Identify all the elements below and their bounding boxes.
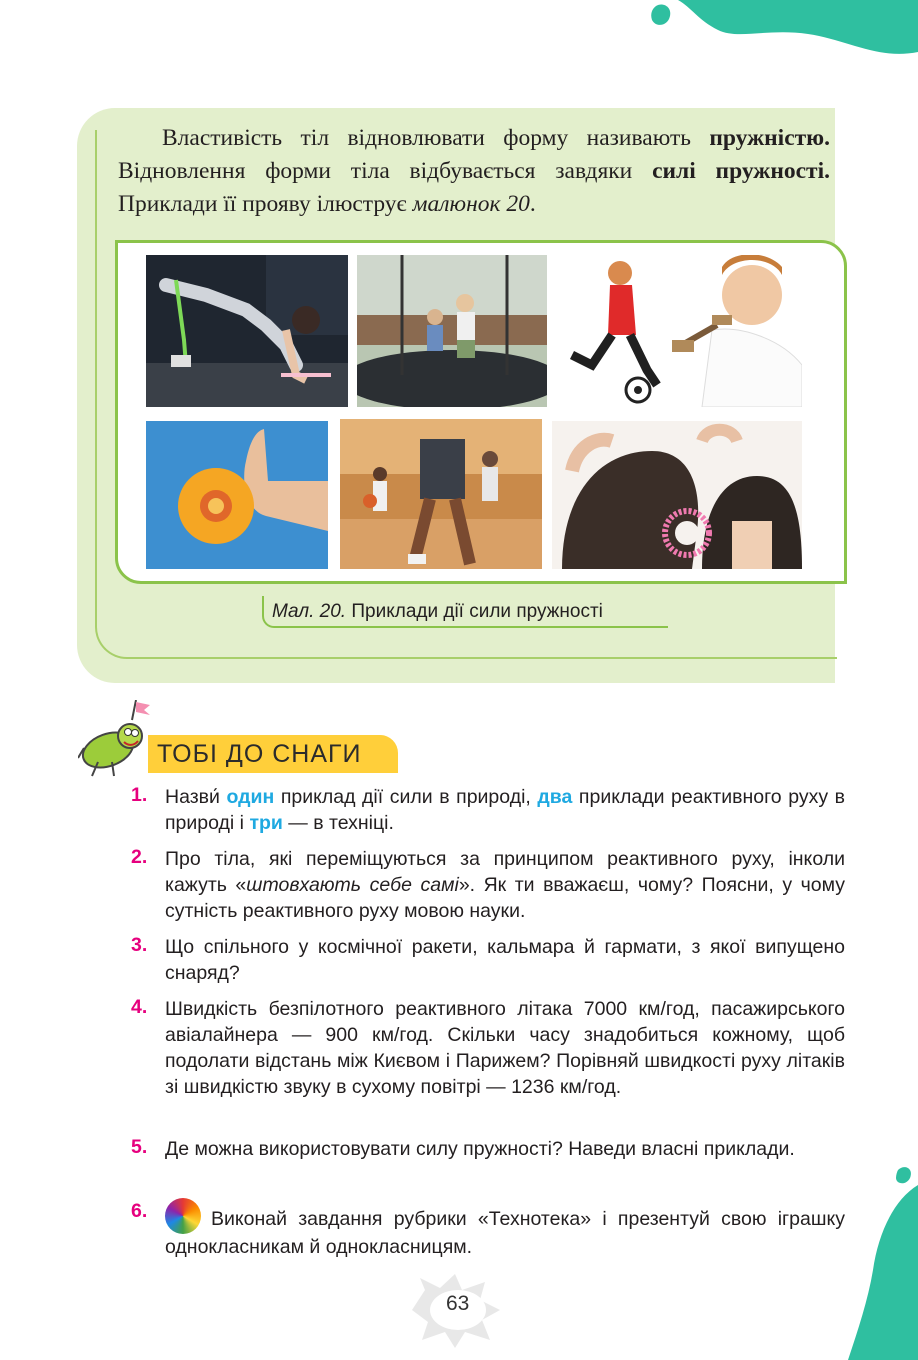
photo-football-and-slingshot: [552, 255, 802, 407]
question-text: Що спільного у космічної ракети, кальмара й гармати, з якої випущено снаряд?: [165, 936, 845, 984]
photo-hand-grip-expander: [146, 421, 328, 569]
question-text: Назви́ один приклад дії сили в природі, два приклади реактивного руху в природі і три — в техніці.: [165, 786, 845, 834]
question-text: Про тіла, які переміщуються за принципом реактивного руху, інколи кажуть «штовхають себе самі». Як ти вважаєш, чому? Поясни, у чому сутність реактивного руху мовою науки.: [165, 848, 846, 922]
page-number: 63: [446, 1292, 470, 1315]
question-number: 2.: [131, 846, 148, 868]
highlight-one: один: [226, 786, 275, 808]
question-text: Де можна використовувати силу пружності? Наведи власні приклади.: [165, 1138, 795, 1160]
color-wheel-icon: [165, 1198, 201, 1234]
highlight-three: три: [249, 812, 283, 834]
decorative-teal-blob-bottom: [838, 1160, 918, 1360]
term-elasticity: пружністю.: [709, 125, 830, 151]
figure-label: Мал. 20.: [272, 601, 347, 622]
question-number: 4.: [131, 996, 148, 1018]
photo-trampoline-kids: [357, 255, 547, 407]
highlight-two: два: [537, 786, 573, 808]
beetle-mascot-icon: [78, 700, 158, 780]
decorative-teal-blob-top: [648, 0, 918, 70]
photo-basketball-game: [340, 419, 542, 569]
photo-spiral-hair-ties: [552, 421, 802, 569]
figure-reference: малюнок 20: [412, 191, 530, 217]
question-number: 1.: [131, 784, 148, 806]
question-text: Виконай завдання рубрики «Технотека» і презентуй свою іграшку однокласникам й однокласницям.: [165, 1198, 845, 1260]
section-title: ТОБІ ДО СНАГИ: [157, 740, 362, 768]
term-elastic-force: силі пружності.: [652, 158, 830, 184]
question-number: 6.: [131, 1200, 148, 1222]
figure-caption: Мал. 20. Приклади дії сили пружності: [272, 601, 603, 622]
question-number: 3.: [131, 934, 148, 956]
question-text: Швидкість безпілотного реактивного літака 7000 км/год, пасажирського авіалайнера — 900 км/год. Скільки часу знадобиться кожному, щоб подолати відстань між Києвом і Парижем? Порівняй швидкості руху літаків зі швидкістю звуку в сухому повітрі — 1236 км/год.: [165, 998, 845, 1098]
question-number: 5.: [131, 1136, 148, 1158]
photo-fitness-resistance-band: [146, 255, 348, 407]
intro-paragraph: Властивість тіл відновлювати форму називають пружністю. Відновлення форми тіла відбувається завдяки силі пружності. Приклади її прояву ілюструє малюнок 20.: [118, 125, 830, 217]
